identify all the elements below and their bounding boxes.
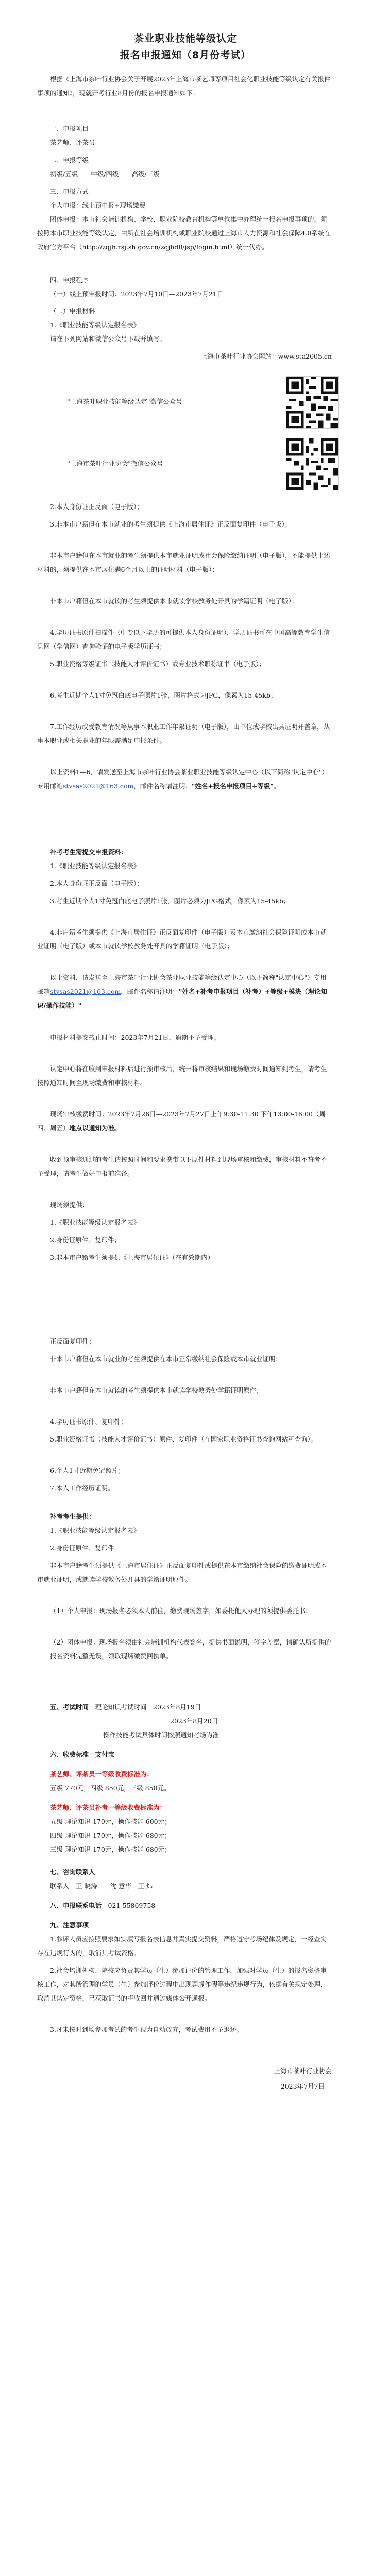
issuer-name: 上海市茶叶行业协会 [274,2067,332,2075]
contact-people: 联系人 王 晓涛 沈 意华 王 炜 [50,1882,153,1890]
material-item: 非本市户籍但在本市就业的考生须提供本市就业证明或社会保险缴纳证明（电子版），不能提供上述材料的，须提供在本市居住满6个月以上的证明材料（电子版）； [37,552,330,573]
exam-time-note: 操作技能考试具体时间按照通知考场为准 [103,1731,220,1739]
notice-item: 2.社会培训机构、院校应负责其学员（生）参加评价的管理工作，加强对学员（生）的报名资格审核工作，对其所管理的学员（生）参加评价过程中出现弄虚作假等违纪违规行为，依据有关规定处理，取消其认定资格，已获取证书的将收回并通过媒体公开通报。 [37,1967,327,2002]
section-heading: 九、注意事项 [50,1921,89,1929]
deadline-note: 申报材料提交截止时间：2023年7月21日，逾期不予受理。 [50,1033,221,1041]
section-text: 初级/五级 中级/四级 高级/三级 [50,170,160,178]
location-note: 地点以通知为准。 [69,1124,121,1132]
section-heading: 五、考试时间 [50,1703,89,1711]
fee-item: 三级 理论知识 170元，操作技能 680元； [50,1845,171,1853]
fee-heading: 茶艺师、评茶员补考一等级收费标准为： [50,1804,166,1811]
email-instruction: 以上资料，请发送至上海市茶叶行业协会茶业职业技能等级认定中心（以下简称"认定中心"）专用邮箱 [37,974,327,995]
section-text: 团体申报：本市社会培训机构、学校、职业院校教育机构等单位集中办理统一报名申报事项的，须按照本市职业技能等级认定，由所在社会培训机构或职业院校通过上海市人力资源和社会保障4.0系统在政府官方平台（http://zqjh.rsj.sh.gov.cn/zqjhdll/jsp/login.html）统一代办。 [37,215,331,251]
material-item: 1.《职业技能等级认定报名表》 [50,321,140,329]
section-text: （二）申报材料 [50,307,95,315]
material-item: 1.《职业技能等级认定报名表》 [50,862,140,870]
notice-item: 3.凡未按时到场参加考试的考生视为自动放弃，考试费用不予退还。 [50,2026,243,2033]
section-heading: 七、咨询联系人 [50,1868,95,1876]
section-heading: 一、申报项目 [50,125,89,132]
material-item: 6.考生近期个人1寸免冠白底电子照片1张，图片格式为JPG，像素为15-45kb； [50,691,277,699]
section-heading: 补考考生需提交申报资料： [50,848,128,856]
review-note: 收到预审核通过的考生请按照时间和要求携带以下原件材料到现场审核和缴费，审核材料不符者不予受理，请考生做好申报前准备。 [37,1156,327,1177]
material-item: 4.学历证书原件、复印件； [50,1418,127,1426]
issue-date: 2023年7月7日 [280,2082,325,2090]
section-heading: 三、申报方式 [50,188,89,195]
material-item: 3.非本市户籍但在本市就业的考生须提供《上海市居住证》正反面复印件（电子版）； [50,520,292,528]
section-text: （一）线上预申报时间：2023年7月10日—2023年7月21日 [50,290,224,298]
fee-item: 五级 770元，四级 850元，三级 850元。 [50,1784,171,1792]
material-item: 非本市户籍但在本市就读的考生须提供本市就读学校教务处开具的学籍证明（电子版）； [50,597,298,605]
material-item: 7.工作经历或受教育情况等从事本职业工作年限证明（电子版），由单位或学校出具证明并盖章，从事本职业或相关职业的年限需满足申报条件。 [37,723,330,744]
qr-code-image [286,438,339,490]
section-heading: 补考考生提供： [50,1513,95,1520]
qr-caption: "上海茶叶职业技能等级认定"微信公众号 [67,398,182,405]
material-item: 2.身份证原件、复印件 [50,1544,114,1552]
section-text: 现场须提供： [50,1201,89,1209]
mail-subject-format: "姓名+补考申报项目（补考）+等级+模块（理论知识/操作技能）" [37,988,327,1009]
payment-method: 支付宝 [95,1751,115,1758]
material-item: 2.本人身份证正反面（电子版）； [50,503,143,511]
phone-number[interactable]: 021-55869758 [108,1902,156,1909]
page-title: 茶业职业技能等级认定 [133,33,237,44]
schedule-note [37,1107,332,1135]
section-text: 个人申报：线上预申报+现场缴费 [50,201,146,209]
email-link[interactable]: stvsas2021@163.com [63,782,134,790]
material-item: 5.职业资格证书（技能人才评价证书）原件、复印件（在国家职业资格证书查询网站可查询）； [50,1435,317,1443]
website-text[interactable]: 上海市茶叶行业协会网站：www.sta2005.cn [200,352,332,360]
material-item: （1）个人申报：现场报名必须本人前往，缴费现场签字，如委托他人办理的须提供委托书； [50,1607,312,1615]
email-instruction-cont: ，邮件名称请注明： [133,782,192,790]
mail-subject-format: "姓名+报名申报项目+等级" [191,782,274,790]
qr-code-image [286,376,339,429]
material-item: 3.非本市户籍考生须提供《上海市居住证》（在有效期内） [50,1253,214,1261]
section-heading: 六、收费标准 [50,1751,89,1758]
email-instruction-cont: ，邮件名称请注明： [121,988,179,995]
section-heading: 二、申报等级 [50,156,89,164]
material-item: 非本市户籍但在本市就读的考生须提供本市就读学校教务处学籍证明原件； [50,1386,263,1394]
exam-time-value: 2023年8月20日 [170,1717,218,1725]
period: 。 [273,782,280,790]
exam-time-row [37,1700,332,1714]
material-item: 1.《职业技能等级认定报名表》 [50,1218,140,1226]
fee-item: 五级 理论知识 170元，操作技能 600元； [50,1818,171,1825]
material-item: 正反面复印件； [50,1337,95,1345]
email-paragraph [37,765,332,793]
schedule-text: 现场审核缴费时间：2023年7月26日—2023年7月27日上午9:30-11:30 下午13:00-16:00（周四、周五） [37,1110,326,1132]
material-item: 1.《职业技能等级认定报名表》 [50,1527,140,1534]
material-item: 6.个人1寸近期免冠照片； [50,1467,125,1475]
section-heading: 四、申报程序 [50,276,89,284]
email-paragraph [37,971,332,1012]
fee-row [37,1748,332,1761]
material-item: （2）团体申报：现场报名须由社会培训机构代表签名，提供书面说明，签字盖章，请确认所提供的报名资料完整无误，领取现场缴费回执单。 [50,1638,331,1660]
page-subtitle: 报名申报通知（8月份考试） [120,49,251,61]
material-item: 请在下列网站和微信公众号下载并填写。 [50,335,166,343]
fee-heading: 茶艺师、评茶员一等级收费标准为： [50,1770,154,1778]
section-heading: 八、申报联系电话 [50,1902,102,1909]
section-text: 茶艺师、评茶员 [50,139,95,146]
notice-item: 1.参评人员应按照要求如实填写报名表信息并真实提交资料，严格遵守考场纪律及规定，一经查实存在违规行为的，取消其考试资格。 [37,1935,327,1957]
email-instruction: 以上资料1—6，请发送至上海市茶叶行业协会茶业职业技能等级认定中心（以下简称"认定中心"）专用邮箱 [37,768,328,790]
material-item: 4.学历证书原件扫描件（中专以下学历的可提供本人身份证明），学历证书可在中国高等教育学生信息网（学信网）查询验证的电子版学历证书； [37,629,330,650]
material-item: 5.职业资格等级证书（技能人才评价证书）或专业技术职称证书（电子版）； [50,660,266,668]
phone-row [37,1899,332,1912]
material-item: 2.身份证原件、复印件； [50,1236,121,1244]
material-item: 4.非户籍考生须提供《上海市居住证》正反面复印件（电子版）及本市缴纳社会保险证明或本市就业证明（电子版）或本市就读学校教务处开具的学籍证明（电子版）； [37,928,327,950]
email-link[interactable]: stvsas2021@163.com [50,988,121,995]
material-item: 非本市户籍但在本市就业的考生须提供在本市正常缴纳社会保险或本市就业证明； [50,1355,282,1363]
material-item: 非本市户籍考生须提供《上海市居住证》正反面复印件或提供在本市缴纳社会保险的缴费证明或本市就业证明，或就读学校教务处开具的学籍证明原件。 [37,1562,327,1583]
material-item: 2.本人身份证正反面（电子版）； [50,879,143,887]
material-item: 3.考生近期个人1寸免冠白底电子照片1张，图片必须为JPG格式，像素为15-45kb； [50,897,290,905]
intro-paragraph: 根据《上海市茶叶行业协会关于开展2023年上海市茶艺师等项目社会化职业技能等级认定有关报件事项的通知》，现就开考行业8月份的报名申报通知如下： [37,75,331,97]
material-item: 7.本人工作经历证明。 [50,1484,114,1492]
review-note: 认定中心将在收到申报材料后进行预审核后，统一将审核结果和现场缴费时间通知到考生，请考生按照通知时间至现场缴费和审核材料。 [37,1065,327,1087]
exam-time-value: 理论知识考试时间 2023年8月19日 [95,1703,201,1711]
fee-item: 四级 理论知识 170元，操作技能 680元； [50,1832,171,1839]
qr-caption: "上海市茶叶行业协会"微信公众号 [67,460,163,467]
